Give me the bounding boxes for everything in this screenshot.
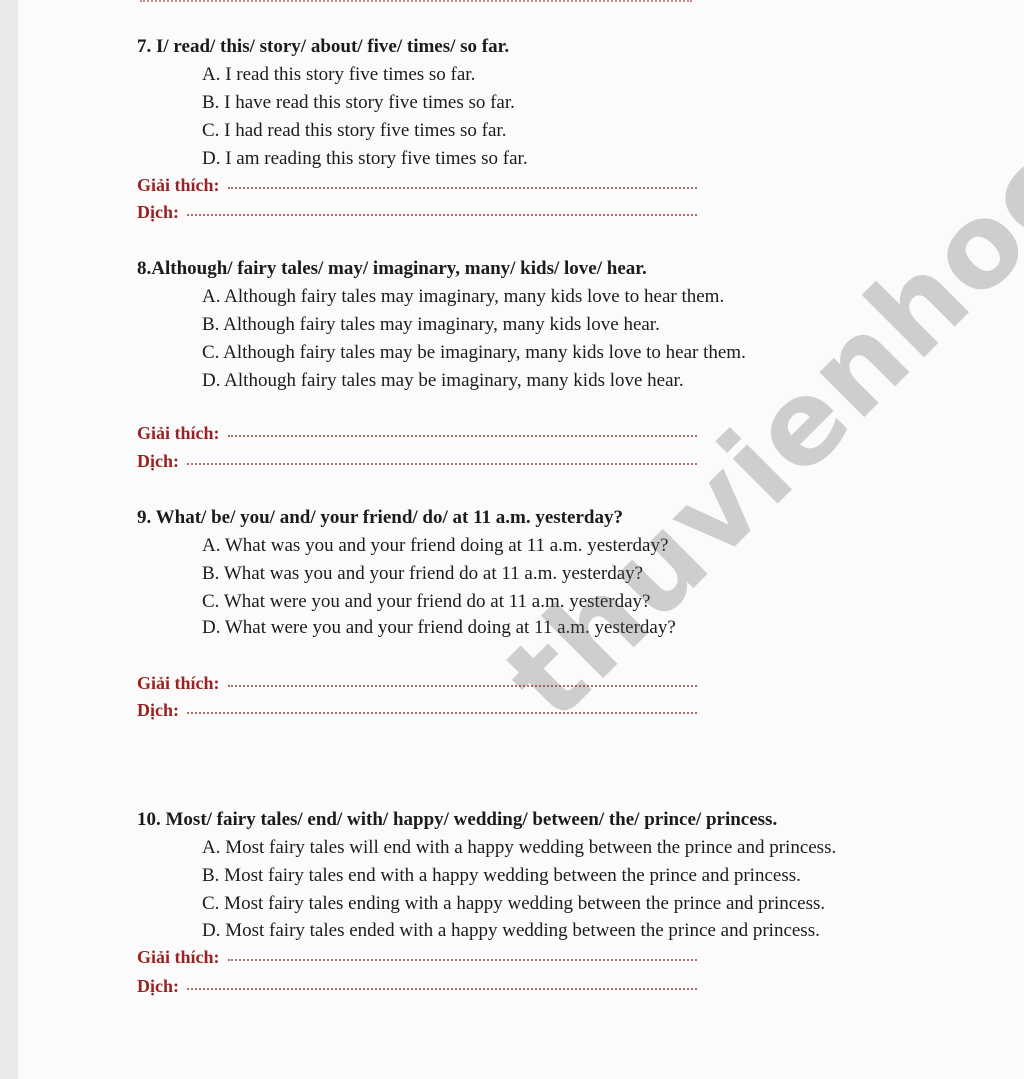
question-9-option-d: D. What were you and your friend doing at 11 a.m. yesterday? (202, 617, 676, 638)
question-8-prompt: 8.Although/ fairy tales/ may/ imaginary, many/ kids/ love/ hear. (137, 258, 647, 279)
translation-label: Dịch: (137, 976, 179, 996)
question-8-explanation-line (137, 423, 697, 444)
question-10-option-b: B. Most fairy tales end with a happy wedding between the prince and princess. (202, 865, 801, 886)
question-10-prompt: 10. Most/ fairy tales/ end/ with/ happy/ wedding/ between/ the/ prince/ princess. (137, 809, 778, 830)
explanation-label: Giải thích: (137, 673, 220, 693)
explanation-label: Giải thích: (137, 947, 220, 967)
question-10-explanation-line (137, 947, 697, 968)
question-7-option-c: C. I had read this story five times so far. (202, 120, 507, 141)
question-10-translation-line (137, 976, 697, 997)
question-10-option-c: C. Most fairy tales ending with a happy wedding between the prince and princess. (202, 893, 826, 914)
question-8-option-b: B. Although fairy tales may imaginary, many kids love hear. (202, 314, 660, 335)
dotted-blank (228, 187, 697, 189)
question-7-option-d: D. I am reading this story five times so far. (202, 148, 528, 169)
dotted-blank (187, 988, 697, 990)
dotted-blank (187, 214, 697, 216)
question-9-option-a: A. What was you and your friend doing at 11 a.m. yesterday? (202, 535, 669, 556)
question-7-explanation-line (137, 175, 697, 196)
question-9-explanation-line (137, 673, 697, 694)
question-10-option-d: D. Most fairy tales ended with a happy wedding between the prince and princess. (202, 920, 820, 941)
question-8-option-a: A. Although fairy tales may imaginary, many kids love to hear them. (202, 286, 725, 307)
question-7-prompt: 7. I/ read/ this/ story/ about/ five/ times/ so far. (137, 36, 510, 57)
translation-label: Dịch: (137, 451, 179, 471)
question-9-option-c: C. What were you and your friend do at 11 a.m. yesterday? (202, 591, 651, 612)
question-7-translation-line (137, 202, 697, 223)
question-8-option-c: C. Although fairy tales may be imaginary, many kids love to hear them. (202, 342, 746, 363)
question-7-option-a: A. I read this story five times so far. (202, 64, 476, 85)
question-9-prompt: 9. What/ be/ you/ and/ your friend/ do/ at 11 a.m. yesterday? (137, 507, 623, 528)
translation-label: Dịch: (137, 700, 179, 720)
explanation-label: Giải thích: (137, 423, 220, 443)
question-8-option-d: D. Although fairy tales may be imaginary, many kids love hear. (202, 370, 684, 391)
question-7-option-b: B. I have read this story five times so far. (202, 92, 515, 113)
translation-label: Dịch: (137, 202, 179, 222)
dotted-blank (228, 959, 697, 961)
explanation-label: Giải thích: (137, 175, 220, 195)
dotted-blank (187, 463, 697, 465)
question-8-translation-line (137, 451, 697, 472)
dotted-blank (228, 435, 697, 437)
dotted-blank (187, 712, 697, 714)
dotted-blank (228, 685, 697, 687)
question-9-translation-line (137, 700, 697, 721)
question-9-option-b: B. What was you and your friend do at 11 a.m. yesterday? (202, 563, 644, 584)
question-10-option-a: A. Most fairy tales will end with a happy wedding between the prince and princess. (202, 837, 837, 858)
top-divider (140, 0, 692, 2)
